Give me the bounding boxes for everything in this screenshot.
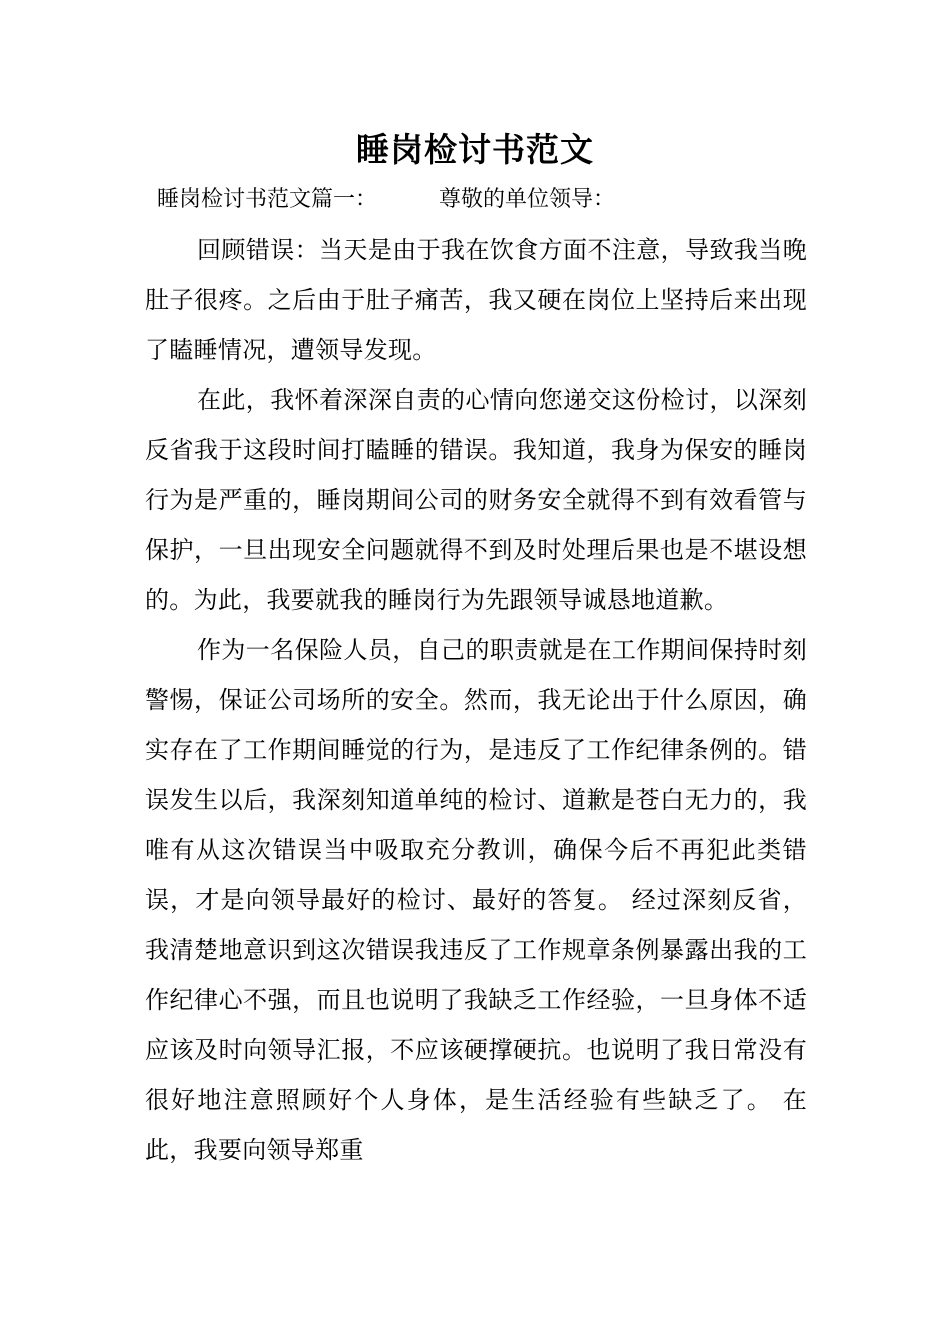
section-label: 睡岗检讨书范文篇一： — [157, 187, 378, 212]
paragraph-3: 作为一名保险人员，自己的职责就是在工作期间保持时刻警惕，保证公司场所的安全。然而，我无论出于什么原因，确实存在了工作期间睡觉的行为，是违反了工作纪律条例的。错误发生以后，我深刻知道单纯的检讨、道歉是苍白无力的，我唯有从这次错误当中吸取充分教训，确保今后不再犯此类错误，才是向领导最好的检讨、最好的答复。 经过深刻反省，我清楚地意识到这次错误我违反了工作规章条例暴露出我的工作纪律心不强，而且也说明了我缺乏工作经验，一旦身体不适应该及时向领导汇报，不应该硬撑硬抗。也说明了我日常没有很好地注意照顾好个人身体，是生活经验有些缺乏了。 在此，我要向领导郑重 — [145, 636, 807, 1164]
paragraph-1: 回顾错误：当天是由于我在饮食方面不注意，导致我当晚肚子很疼。之后由于肚子痛苦，我又硬在岗位上坚持后来出现了瞌睡情况，遭领导发现。 — [145, 236, 807, 364]
paragraph-2: 在此，我怀着深深自责的心情向您递交这份检讨，以深刻反省我于这段时间打瞌睡的错误。我知道，我身为保安的睡岗行为是严重的，睡岗期间公司的财务安全就得不到有效看管与保护，一旦出现安全问题就得不到及时处理后果也是不堪设想的。为此，我要就我的睡岗行为先跟领导诚恳地道歉。 — [145, 386, 807, 614]
salutation: 尊敬的单位领导： — [439, 187, 616, 212]
document-body — [145, 225, 807, 1175]
document-subheading — [157, 183, 615, 217]
document-title: 睡岗检讨书范文 — [356, 130, 594, 169]
